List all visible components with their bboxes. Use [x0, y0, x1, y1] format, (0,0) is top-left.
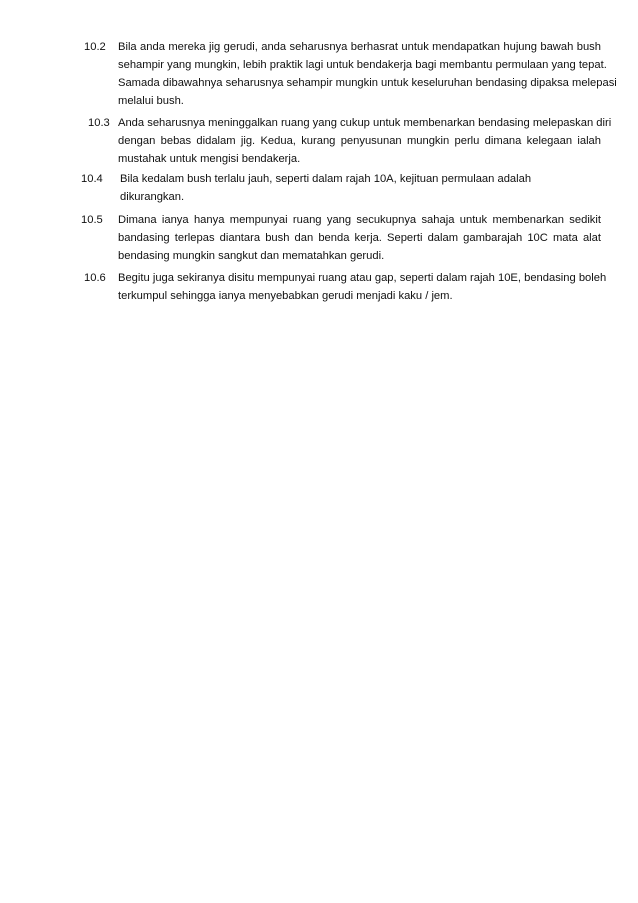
paragraph-number: 10.5 [81, 214, 103, 226]
paragraph-line: Bila kedalam bush terlalu jauh, seperti dalam rajah 10A, kejituan permulaan adalah [120, 173, 532, 185]
paragraph-number: 10.3 [88, 117, 110, 129]
paragraph-text [118, 114, 612, 168]
paragraph-line: sehampir yang mungkin, lebih praktik lagi untuk bendakerja bagi membantu permulaan yang tepat. [118, 59, 607, 71]
paragraph-line: Bila anda mereka jig gerudi, anda seharusnya berhasrat untuk mendapatkan hujung bawah bush [118, 41, 601, 53]
paragraph-line: Anda seharusnya meninggalkan ruang yang cukup untuk membenarkan bendasing melepaskan diri [118, 117, 612, 129]
paragraph-line: dengan bebas didalam jig. Kedua, kurang penyusunan mungkin perlu dimana kelegaan ialah [118, 135, 601, 147]
paragraph-line: melalui bush. [118, 95, 184, 107]
paragraph-line: terkumpul sehingga ianya menyebabkan gerudi menjadi kaku / jem. [118, 290, 453, 302]
paragraph-line: Dimana ianya hanya mempunyai ruang yang secukupnya sahaja untuk membenarkan sedikit [118, 214, 601, 226]
paragraph-number: 10.2 [84, 41, 106, 53]
paragraph-text [118, 38, 617, 110]
paragraph-line: mustahak untuk mengisi bendakerja. [118, 153, 301, 165]
paragraph-line: dikurangkan. [120, 191, 185, 203]
paragraph-text [120, 170, 603, 206]
paragraph-line: Samada dibawahnya seharusnya sehampir mungkin untuk keseluruhan bendasing dipaksa melepasi [118, 77, 617, 89]
paragraph-line: bandasing terlepas diantara bush dan benda kerja. Seperti dalam gambarajah 10C mata alat [118, 232, 601, 244]
paragraph-text [118, 211, 601, 265]
paragraph-line: Begitu juga sekiranya disitu mempunyai ruang atau gap, seperti dalam rajah 10E, bendasing boleh [118, 272, 607, 284]
paragraph-number: 10.6 [84, 272, 106, 284]
paragraph-text [118, 269, 607, 305]
paragraph-number: 10.4 [81, 173, 103, 185]
paragraph-line: bendasing mungkin sangkut dan mematahkan gerudi. [118, 250, 385, 262]
